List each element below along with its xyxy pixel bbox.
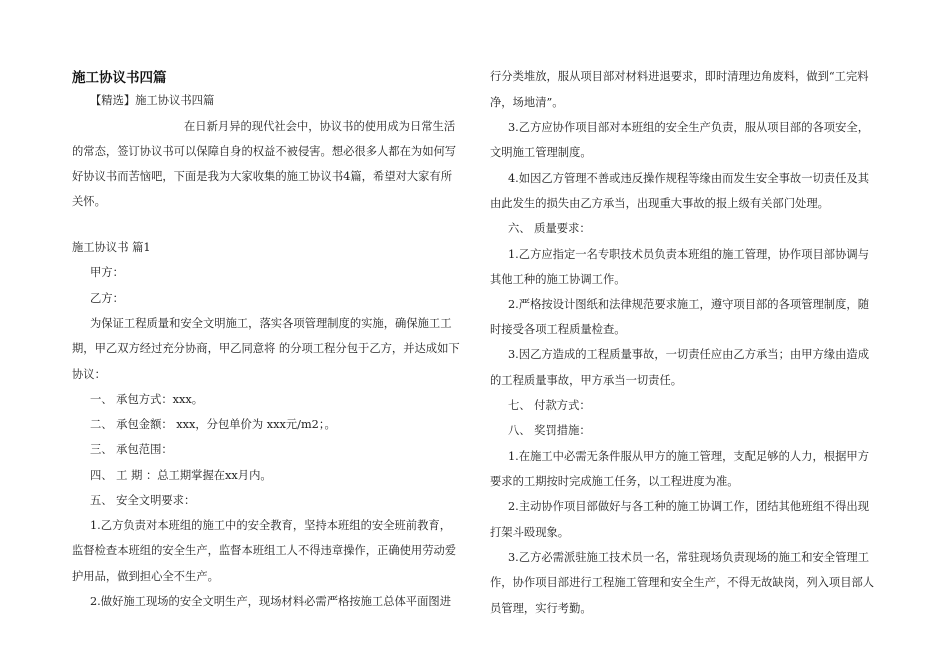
left-paragraph-line: 1.乙方负责对本班组的施工中的安全教育，坚持本班组的安全班前教育，	[90, 519, 451, 532]
left-paragraph-line: 【精选】施工协议书四篇	[90, 94, 215, 107]
right-paragraph-line: 2.严格按设计图纸和法律规范要求施工，遵守项目部的各项管理制度，随	[508, 298, 869, 311]
right-paragraph-line: 文明施工管理制度。	[490, 146, 592, 159]
left-paragraph-line: 一、 承包方式：xxx。	[90, 393, 204, 406]
right-paragraph-line: 其他工种的施工协调工作。	[490, 273, 626, 286]
left-paragraph-line: 四、 工 期 ：总工期掌握在xx月内。	[90, 469, 272, 482]
left-paragraph-line: 关怀。	[72, 195, 106, 208]
right-paragraph-line: 要求的工期按时完成施工任务，以工程进度为准。	[490, 475, 739, 488]
right-paragraph-line: 时接受各项工程质量检查。	[490, 323, 626, 336]
right-paragraph-line: 八、 奖罚措施：	[508, 424, 591, 437]
right-paragraph-line: 2.主动协作项目部做好与各工种的施工协调工作，团结其他班组不得出现	[508, 500, 869, 513]
right-paragraph-line: 4.如因乙方管理不善或违反操作规程等缘由而发生安全事故一切责任及其	[508, 172, 869, 185]
document-title: 施工协议书四篇	[72, 70, 167, 86]
right-paragraph-line: 由此发生的损失由乙方承当，出现重大事故的报上级有关部门处理。	[490, 197, 829, 210]
left-paragraph-line: 乙方：	[90, 292, 124, 305]
left-paragraph-line: 协议：	[72, 368, 106, 381]
left-paragraph-line: 二、 承包金额： xxx，分包单价为 xxx元/m2；。	[90, 418, 336, 431]
right-paragraph-line: 1.在施工中必需无条件服从甲方的施工管理，支配足够的人力，根据甲方	[508, 450, 869, 463]
left-paragraph-line: 甲方：	[90, 266, 124, 279]
left-paragraph-line: 施工协议书 篇1	[72, 241, 151, 254]
right-paragraph-line: 的工程质量事故，甲方承当一切责任。	[490, 374, 683, 387]
right-paragraph-line: 行分类堆放，服从项目部对材料进退要求，即时清理边角废料，做到“工完料	[490, 70, 869, 83]
right-paragraph-line: 净，场地清”。	[490, 96, 564, 109]
left-paragraph-line: 好协议书而苦恼吧，下面是我为大家收集的施工协议书4篇，希望对大家有所	[72, 170, 452, 183]
right-paragraph-line: 六、 质量要求：	[508, 222, 591, 235]
right-paragraph-line: 3.乙方应协作项目部对本班组的安全生产负责，服从项目部的各项安全，	[508, 121, 869, 134]
left-paragraph-line: 五、 安全文明要求：	[90, 494, 196, 507]
left-paragraph-line: 护用品，做到担心全不生产。	[72, 570, 219, 583]
right-paragraph-line: 1.乙方应指定一名专职技术员负责本班组的施工管理，协作项目部协调与	[508, 248, 869, 261]
left-paragraph-line: 三、 承包范围：	[90, 443, 173, 456]
right-paragraph-line: 七、 付款方式：	[508, 399, 591, 412]
left-paragraph-line: 为保证工程质量和安全文明施工，落实各项管理制度的实施，确保施工工	[90, 317, 452, 330]
left-paragraph-line: 期，甲乙双方经过充分协商，甲乙同意将 的分项工程分包于乙方，并达成如下	[72, 342, 460, 355]
left-paragraph-line: 在日新月异的现代社会中，协议书的使用成为日常生活	[184, 120, 456, 133]
left-paragraph-line: 2.做好施工现场的安全文明生产，现场材料必需严格按施工总体平面图进	[90, 595, 451, 608]
right-paragraph-line: 3.乙方必需派驻施工技术员一名，常驻现场负责现场的施工和安全管理工	[508, 551, 869, 564]
right-paragraph-line: 打架斗殴现象。	[490, 526, 570, 539]
left-paragraph-line: 的常态，签订协议书可以保障自身的权益不被侵害。想必很多人都在为如何写	[72, 145, 457, 158]
right-paragraph-line: 作，协作项目部进行工程施工管理和安全生产，不得无故缺岗，列入项目部人	[490, 576, 875, 589]
right-paragraph-line: 3.因乙方造成的工程质量事故，一切责任应由乙方承当；由甲方缘由造成	[508, 348, 869, 361]
left-paragraph-line: 监督检查本班组的安全生产，监督本班组工人不得违章操作，正确使用劳动爱	[72, 544, 457, 557]
right-paragraph-line: 员管理，实行考勤。	[490, 602, 592, 615]
